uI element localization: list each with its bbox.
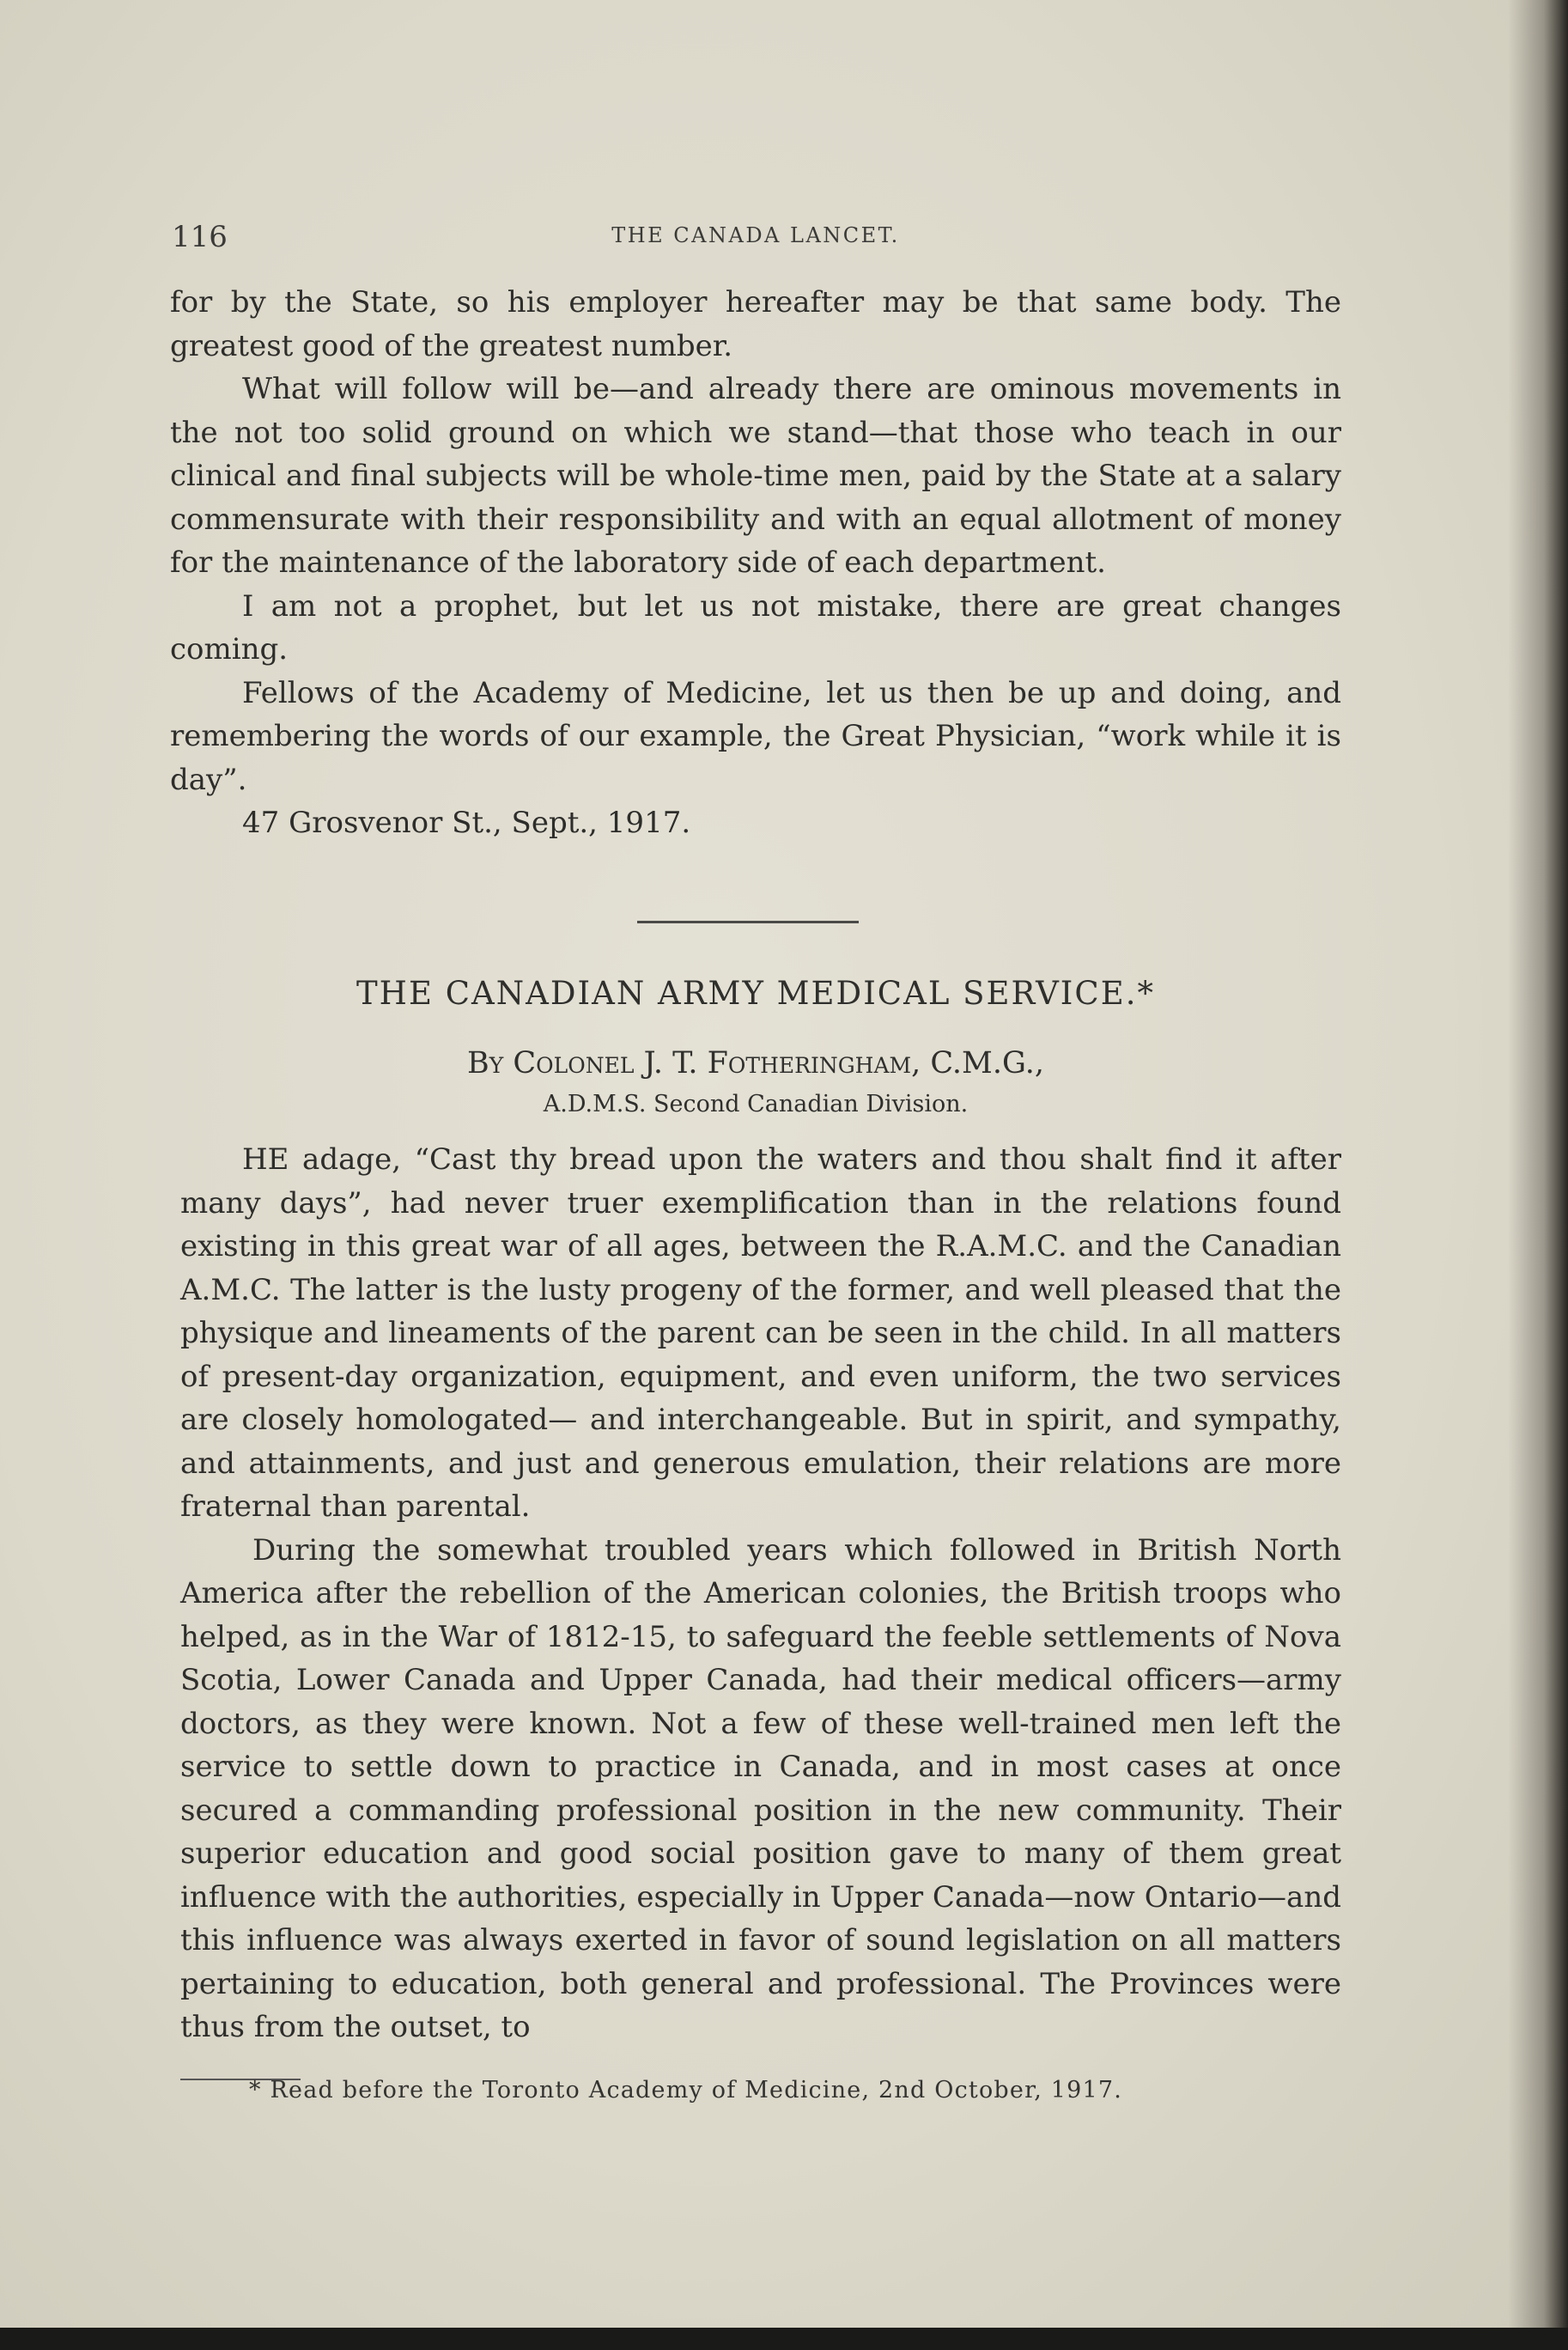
section-divider [637, 921, 859, 923]
binding-shadow [1508, 0, 1568, 2350]
article-body [180, 1138, 1341, 2049]
paragraph: Fellows of the Academy of Medicine, let us then be up and doing, and remembering the words of our example, the Great Physician, “work while it is day”. [170, 675, 1341, 797]
paragraph: for by the State, so his employer hereafter may be that same body. The greatest good of the greatest number. [170, 285, 1341, 363]
paragraph: What will follow will be—and already there are ominous movements in the not too solid ground on which we stand—that those who teach in our clinical and final subjects will be whole-time men, paid by the State at a salary commensurate with their responsibility and with an equal allotment of money for the maintenance of the laboratory side of each department. [170, 372, 1341, 580]
page-header [172, 220, 1340, 263]
article-title: THE CANADIAN ARMY MEDICAL SERVICE.* [356, 975, 1155, 1012]
scan-bottom-edge [0, 2328, 1568, 2350]
paragraph: During the somewhat troubled years which followed in British North America after the rebellion of the American colonies, the British troops who helped, as in the War of 1812-15, to safeguard the feeble settlements of Nova Scotia, Lower Canada and Upper Canada, had their medical officers—army doctors, as they were known. Not a few of these well-trained men left the service to settle down to practice in Canada, and in most cases at once secured a commanding professional position in the new community. Their superior education and good social position gave to many of them great influence with the authorities, especially in Upper Canada—now Ontario—and this influence was always exerted in favor of sound legislation on all matters pertaining to education, both general and professional. The Provinces were thus from the outset, to [180, 1532, 1341, 2044]
article-byline: By Colonel J. T. Fotheringham, C.M.G., [467, 1046, 1044, 1081]
article-byline-affiliation: A.D.M.S. Second Canadian Division. [543, 1091, 969, 1117]
previous-article-ending [170, 281, 1341, 845]
running-head: THE CANADA LANCET. [611, 223, 900, 247]
paragraph: HE adage, “Cast thy bread upon the waters and thou shalt find it after many days”, had never truer exemplification than in the relations found existing in this great war of all ages, between the R.A.M.C. and the Canadian A.M.C. The latter is the lusty progeny of the former, and well pleased that the physique and lineaments of the parent can be seen in the child. In all matters of present-day organization, equipment, and even uniform, the two services are closely homologated— and interchangeable. But in spirit, and sympathy, and attainments, and just and generous emulation, their relations are more fraternal than parental. [180, 1142, 1341, 1524]
paragraph: I am not a prophet, but let us not mistake, there are great changes coming. [170, 588, 1341, 667]
address-line: 47 Grosvenor St., Sept., 1917. [242, 806, 691, 840]
page-number: 116 [172, 220, 228, 254]
footnote: * Read before the Toronto Academy of Medicine, 2nd October, 1917. [249, 2077, 1123, 2103]
